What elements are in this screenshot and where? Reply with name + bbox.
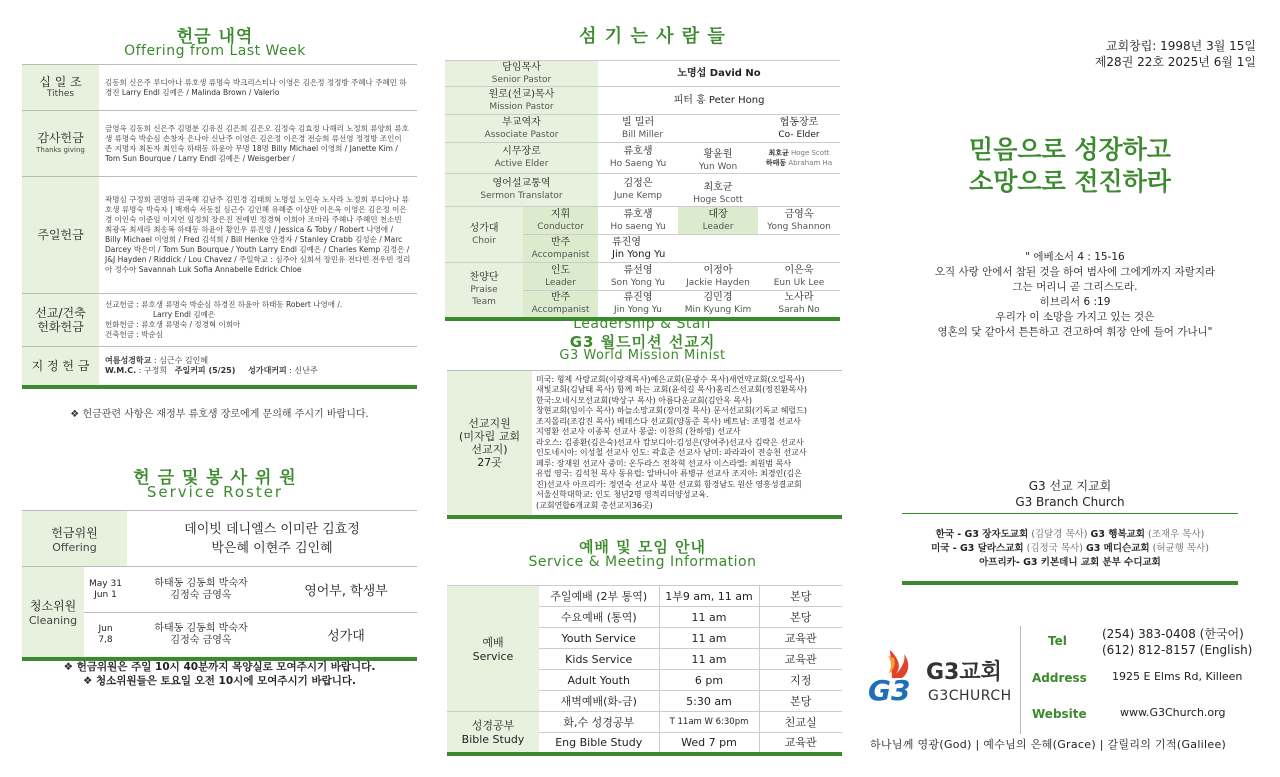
praise-ko: 찬양단	[469, 271, 499, 283]
conductor-name-en: Ho saeng Yu	[610, 221, 666, 232]
active-elder-ko: 시무장로	[502, 146, 541, 157]
senior-pastor-ko: 담임목사	[502, 61, 541, 73]
slogan: 하나님께 영광(God) | 예수님의 은혜(Grace) | 갈릴리의 기적(Galilee)	[870, 738, 1227, 751]
wmc-label: W.M.C.	[105, 365, 137, 375]
cover-panel	[860, 0, 1280, 777]
mission-line: 지영환 선교사 이종복 선교사 몽골: 이찬희 (찬하영) 선교사	[536, 427, 741, 436]
active4-ko: 하태동	[765, 159, 787, 167]
tithes-sub: Tithes	[46, 89, 75, 99]
active2-en: Yun Won	[698, 162, 738, 172]
active3-ko: 최호균	[768, 149, 789, 157]
worship-place: 교육관	[759, 628, 842, 649]
tel-korean: (254) 383-0408 (한국어)	[1102, 627, 1244, 641]
logo-text-en: G3CHURCH	[928, 688, 1012, 704]
cleaning-label: 청소위원	[29, 598, 77, 613]
choir-en: Choir	[472, 235, 496, 246]
worship-title-en: Service & Meeting Information	[528, 554, 757, 570]
tel-english: (612) 812-8157 (English)	[1102, 643, 1253, 657]
logo-text-ko: G3교회	[926, 660, 1002, 685]
service-label-en: Service	[472, 650, 514, 663]
table-row	[445, 174, 840, 207]
mission-offering-text2: Larry Endl 김예은	[153, 310, 216, 319]
offering-committee-label: 헌금위원	[51, 525, 98, 540]
table-row	[447, 586, 842, 607]
c2-names2: 김정숙 금영옥	[170, 634, 232, 646]
offering-committee-names1: 데이빗 데니엘스 이미란 김효정	[184, 521, 360, 537]
leader-name-en: Yong Shannon	[767, 221, 831, 232]
worship-name: Kids Service	[539, 649, 659, 670]
worship-name: 수요예배 (통역)	[539, 607, 659, 628]
accomp-en: Accompanist	[531, 249, 590, 260]
offering-committee-sub: Offering	[52, 540, 97, 554]
trans1-en: June Kemp	[614, 191, 662, 201]
founded-date: 교회창립: 1998년 3월 15일	[1105, 39, 1256, 53]
offering-panel	[0, 0, 430, 777]
sunday-names: 곽명심 구정희 권명하 권옥혜 김남주 김민경 김태희 노명섭 노민숙 노사라 노정희 루디아나 류호생 류명숙 박숙자 | 백재숙 서동칠 심근수 김인혜 유혜준 이상만 이은옥 이영은 김은정 이은경 이인숙 이준임 이지연 임정희 장은진 전예빈 정경혁 이희아 조마라 주혜나 주혜민 천소빈 최광옥 최세라 최송복 하태동 하윤아 황인우 류진영 / Jessica & Toby / Robert 나영애 / Billy Michael 이영희 / Fred 김석희 / Bill Henke 안경자 / Stanley Crabb 김성순 / Marc Darcey 박은미 / Tom Sun Bourque / Youth Larry Endl 김예은 / Charles Kemp 김정은 / J&J Hayden / Riddick / Lou Chavez / 주일학교 : 심주아 심희서 장민유 전다빈 전우빈 정리아 정수아 Savannah Luk Sofia Annabelle Edrick Chloe	[99, 177, 417, 294]
building-offering-text: 건축헌금 : 박순심	[105, 330, 164, 339]
worship-name: Youth Service	[539, 628, 659, 649]
church-logo-icon	[868, 648, 916, 706]
mission-line: 한국:오네시모선교회(박상구 목사) 아름다운교회(김안옥 목사)	[536, 395, 753, 405]
thanks-sub: Thanks giving	[36, 146, 85, 154]
table-row	[22, 347, 417, 387]
branch1a: 한국 - G3 장자도교회	[935, 529, 1029, 540]
pa2-ko: 김민경	[703, 291, 733, 303]
worship-time: 5:30 am	[659, 691, 759, 712]
c1-date2: Jun 1	[94, 589, 117, 600]
mission-line: 조지몰리(조감진 목사) 베데스다 선교회(양동준 목사) 베트남: 조명철 선교사	[536, 416, 801, 426]
website-link[interactable]: www.G3Church.org	[1120, 706, 1226, 719]
leader-name-ko: 금영옥	[784, 208, 814, 220]
branch1d: (조재우 목사)	[1148, 529, 1205, 540]
worship-place: 교육관	[759, 649, 842, 670]
verse-line6: 영혼의 닻 같아서 튼튼하고 견고하여 휘장 안에 들어 가나니"	[937, 326, 1213, 338]
mission-label2: (미자립 교회	[459, 429, 520, 443]
pa1-ko: 류진영	[623, 291, 653, 303]
branch1c: G3 행복교회	[1090, 529, 1145, 540]
mission-pastor-ko: 원로(선교)목사	[488, 88, 555, 100]
mission-line: 페루: 장재원 선교사 중미: 온두라스 전착혁 선교사 이스라엘: 최원범 목사	[536, 458, 792, 468]
worship-time: 1부9 am, 11 am	[659, 586, 759, 607]
flower-offering-text: 헌화헌금 : 류호생 류명숙 / 정경혁 이희아	[105, 320, 241, 329]
mission-list	[532, 371, 842, 517]
worship-name: 주일예배 (2부 통역)	[539, 586, 659, 607]
staff-title: 섬 기 는 사 람 들	[579, 26, 726, 47]
mission-title-en: G3 World Mission Minist	[559, 348, 726, 363]
roster-note1: ❖ 헌금위원은 주일 10시 40분까지 목양실로 모여주시기 바랍니다.	[63, 661, 376, 673]
worship-name: Adult Youth	[539, 670, 659, 691]
pa3-ko: 노사라	[784, 291, 814, 303]
pl2-en: Jackie Hayden	[686, 277, 750, 288]
table-row	[22, 111, 417, 177]
c1-names1: 하태동 김동희 박숙자	[154, 577, 248, 589]
praise-accomp-ko: 반주	[550, 291, 571, 303]
mission-line: 유럽 영국: 김석천 목사 동유럽: 알바니아 류병규 선교사 조지아: 최경인(김은	[536, 469, 802, 478]
assoc-pastor-en: Associate Pastor	[484, 129, 559, 140]
worship-name: 화,수 성경공부	[539, 712, 659, 733]
roster-note2: ❖ 청소위원들은 토요일 오전 10시에 모여주시기 바랍니다.	[82, 675, 357, 687]
table-row	[22, 65, 417, 111]
c2-date1: Jun	[98, 623, 113, 634]
pl3-ko: 이은욱	[784, 264, 814, 276]
conductor-en: Conductor	[537, 221, 584, 232]
worship-name: Eng Bible Study	[539, 733, 659, 754]
tel-label: Tel	[1048, 634, 1067, 648]
c2-dept: 성가대	[275, 613, 417, 659]
worship-title: 예배 및 모임 안내	[578, 538, 707, 556]
tithes-label: 십 일 조	[39, 75, 82, 89]
logo-mark: G3	[868, 674, 911, 707]
staff-table	[445, 60, 840, 321]
mission-line: 창현교회(임이수 목사) 하늘소망교회(장미경 목사) 문서선교회(기독교 헤럴드)	[536, 406, 808, 415]
flower-offering-label: 헌화헌금	[37, 320, 84, 334]
pa1-en: Jin Yong Yu	[614, 304, 662, 315]
choir-coffee-label: 성가대커피	[248, 365, 287, 375]
offering-table	[22, 64, 417, 389]
motto-line2: 소망으로 전진하라	[969, 167, 1171, 196]
senior-pastor-name: 노명섭 David No	[598, 61, 840, 87]
conductor-name-ko: 류호생	[623, 208, 653, 220]
designated-label: 지 정 헌 금	[22, 347, 99, 387]
pa2-en: Min Kyung Kim	[684, 304, 752, 315]
table-row	[445, 263, 840, 291]
table-row	[22, 177, 417, 294]
branch3: 아프리카- G3 키본데니 교회 분부 수디교회	[979, 557, 1161, 568]
accomp-ko: 반주	[550, 236, 571, 248]
thanks-names: 금영옥 김동희 신은주 김명분 김유진 김은희 김은오 김정숙 김효정 나해리 노정희 류양희 류호생 류명숙 박순심 손창자 은나아 신난주 이영은 김은정 이은경 전승희 류선영 정정방 조인이 존 지명자 최돈자 최인숙 하태동 하윤아 무명 18명 Billy Michael 이영희 / Janette Kim / Tom Sun Bourque / Larry Endl 김예은 / Weisgerber /	[99, 111, 417, 177]
c1-date1: May 31	[89, 578, 122, 589]
active1-en: Ho Saeng Yu	[609, 159, 667, 169]
website-label: Website	[1032, 707, 1087, 721]
choir-coffee-names: : 신난주	[289, 365, 318, 375]
worship-place: 지정	[759, 670, 842, 691]
vbs-names: : 심근수 김인혜	[153, 355, 209, 365]
table-row	[445, 87, 840, 115]
verse-line4: 히브리서 6 :19	[1039, 296, 1111, 308]
senior-pastor-en: Senior Pastor	[491, 74, 552, 85]
pa3-en: Sarah No	[778, 304, 820, 315]
conductor-ko: 지휘	[550, 208, 571, 220]
pl3-en: Eun Uk Lee	[773, 277, 825, 288]
thanks-label: 감사헌금	[37, 131, 84, 145]
praise-leader-ko: 인도	[550, 264, 571, 276]
sunday-label: 주일헌금	[22, 177, 99, 294]
worship-time: 11 am	[659, 628, 759, 649]
table-row	[22, 294, 417, 347]
mission-line: 라오스: 김종환(김은숙)선교사 캄보디아:김성은(양여주)선교사 김락은 선교사	[536, 437, 804, 447]
wmc-names: : 구정희	[138, 365, 168, 375]
mission-offering-label: 선교/건축	[35, 306, 86, 320]
verse-line5: 우리가 이 소망을 가지고 있는 것은	[995, 311, 1155, 323]
offering-title-en: Offering from Last Week	[124, 43, 306, 59]
accomp-name-en: Jin Yong Yu	[612, 248, 666, 260]
bible-label: 성경공부	[471, 719, 515, 733]
mission-label4: 27곳	[477, 455, 502, 469]
praise-leader-en: Leader	[545, 277, 576, 288]
verse-line3: 그는 머리니 곧 그리스도라.	[1012, 281, 1138, 293]
branch-title-en: G3 Branch Church	[1015, 495, 1125, 509]
worship-place: 친교실	[759, 712, 842, 733]
pl1-ko: 류선영	[623, 264, 653, 276]
worship-time: 6 pm	[659, 670, 759, 691]
table-row	[447, 371, 842, 517]
praise-accomp-en: Accompanist	[531, 304, 590, 315]
c1-dept: 영어부, 학생부	[275, 567, 417, 613]
active4-en: Abraham Ha	[788, 159, 833, 167]
assoc-name-ko: 빌 밀러	[622, 116, 655, 128]
branch2d: (허균행 목사)	[1152, 543, 1209, 554]
worship-time: T 11am W 6:30pm	[659, 712, 759, 733]
mission-line: (교회연합6개교회 총선교지36곳)	[536, 500, 653, 510]
active-elder-en: Active Elder	[494, 159, 549, 169]
cleaning-sub: Cleaning	[28, 613, 78, 627]
worship-time: 11 am	[659, 607, 759, 628]
active3-en: Hoge Scott	[790, 149, 830, 157]
worship-place: 본당	[759, 586, 842, 607]
branch-title: G3 선교 지교회	[1028, 479, 1112, 493]
mission-label1: 선교지원	[468, 416, 511, 430]
assoc-name-en: Bill Miller	[622, 129, 664, 140]
translator-en: Sermon Translator	[480, 191, 563, 201]
offering-committee-names2: 박은혜 이현주 김인혜	[211, 540, 333, 556]
praise-en1: Praise	[470, 284, 498, 295]
mission-label3: 선교지)	[471, 442, 508, 456]
contact-divider	[1020, 626, 1021, 734]
branch2a: 미국 - G3 달라스교회	[931, 543, 1024, 554]
c1-names2: 김정숙 금영옥	[170, 589, 232, 601]
c2-date2: 7,8	[98, 634, 113, 645]
branch1b: (김달경 목사)	[1031, 529, 1088, 540]
worship-place: 본당	[759, 691, 842, 712]
bible-label-en: Bible Study	[461, 733, 525, 747]
mission-pastor-en: Mission Pastor	[489, 101, 554, 112]
motto-line1: 믿음으로 성장하고	[969, 135, 1171, 164]
roster-title-en: Service Roster	[146, 483, 284, 501]
c2-names1: 하태동 김동희 박숙자	[154, 622, 248, 634]
praise-en2: Team	[472, 296, 496, 307]
worship-name: 새벽예배(화-금)	[539, 691, 659, 712]
offering-title: 헌금 내역	[176, 27, 254, 47]
coelder-ko: 협동장로	[779, 116, 819, 128]
table-row	[445, 61, 840, 87]
mission-offering-text: 선교헌금 : 류호생 류명숙 박순심 하경진 하윤아 하태동 Robert 나영애 /.	[105, 300, 343, 309]
trans2-ko: 최호균	[703, 182, 733, 193]
worship-table	[447, 585, 842, 756]
mission-line: 서울신학대학교: 인도 청년2명 영적리더양성교육.	[536, 490, 709, 499]
assoc-pastor-ko: 부교역자	[502, 116, 541, 128]
mission-line: 미국: 형제 사랑교회(이광재목사)예은교회(문광수 목사)새언약교회(오일목사)	[536, 374, 805, 384]
verse-line2: 오직 사랑 안에서 참된 것을 하여 범사에 그에게까지 자랄지라	[934, 266, 1216, 278]
tithes-names: 김동희 신은주 루디아나 류호생 류명숙 박크리스티나 이영은 김은정 정정방 주혜나 주혜민 하경진 Larry Endl 김예은 / Malinda Brown / Valerio	[99, 65, 417, 111]
mission-pastor-name: 피터 홍 Peter Hong	[598, 87, 840, 115]
pl1-en: Son Yong Yu	[610, 277, 666, 288]
table-row	[445, 207, 840, 235]
table-row	[22, 567, 417, 613]
worship-place: 교육관	[759, 733, 842, 754]
issue-number: 제28권 22호 2025년 6월 1일	[1094, 55, 1256, 69]
trans1-ko: 김정은	[623, 178, 653, 189]
coelder-en: Co- Elder	[778, 129, 820, 140]
address-text: 1925 E Elms Rd, Killeen	[1112, 670, 1243, 683]
offering-note: ❖ 헌금관련 사항은 재정부 류호생 장로에게 문의해 주시기 바랍니다.	[70, 409, 369, 420]
verse-line1: " 에베소서 4 : 15-16	[1025, 251, 1125, 263]
vbs-label: 여름성경학교	[105, 355, 152, 365]
mission-table	[447, 370, 842, 519]
roster-table	[22, 510, 417, 661]
address-label: Address	[1032, 671, 1087, 685]
accomp-name: 류진영	[612, 236, 641, 248]
worship-time: 11 am	[659, 649, 759, 670]
mission-line: 진)선교사 아프리카: 정연숙 선교사 북한 선교회 함경남도 원산 영흥성결교회	[536, 479, 802, 489]
active1-ko: 류호생	[623, 146, 653, 157]
mission-title: G3 월드미션 선교지	[569, 333, 716, 351]
table-row	[445, 115, 840, 143]
roster-title: 헌 금 및 봉 사 위 원	[133, 468, 297, 488]
pl2-ko: 이정아	[703, 264, 733, 276]
branch-list	[902, 513, 1238, 585]
branch2b: (김정국 목사)	[1026, 543, 1083, 554]
worship-place: 본당	[759, 607, 842, 628]
service-label: 예배	[482, 636, 504, 649]
coffee-label: 주일커피 (5/25)	[174, 365, 236, 375]
trans2-en: Hoge Scott	[693, 195, 743, 205]
leadership-footer: Leadership & Staff	[573, 316, 712, 332]
leader-ko: 대장	[708, 208, 728, 220]
table-row	[22, 511, 417, 567]
active2-ko: 황윤원	[703, 149, 733, 160]
table-row	[447, 712, 842, 733]
mission-line: 새빛교회(김남태 목사) 함께 하는 교회(윤석길 목사)홈리스선교회(정진환목사)	[536, 385, 808, 394]
choir-ko: 성가대	[469, 222, 499, 234]
table-row	[445, 143, 840, 174]
worship-time: Wed 7 pm	[659, 733, 759, 754]
leader-en: Leader	[702, 221, 734, 232]
translator-ko: 영어설교통역	[492, 178, 551, 189]
mission-line: 인도네시아: 이성철 선교사 인도: 곽효준 선교사 남미: 파라과이 전승천 선교사	[536, 448, 807, 457]
branch2c: G3 메디슨교회	[1085, 543, 1150, 554]
